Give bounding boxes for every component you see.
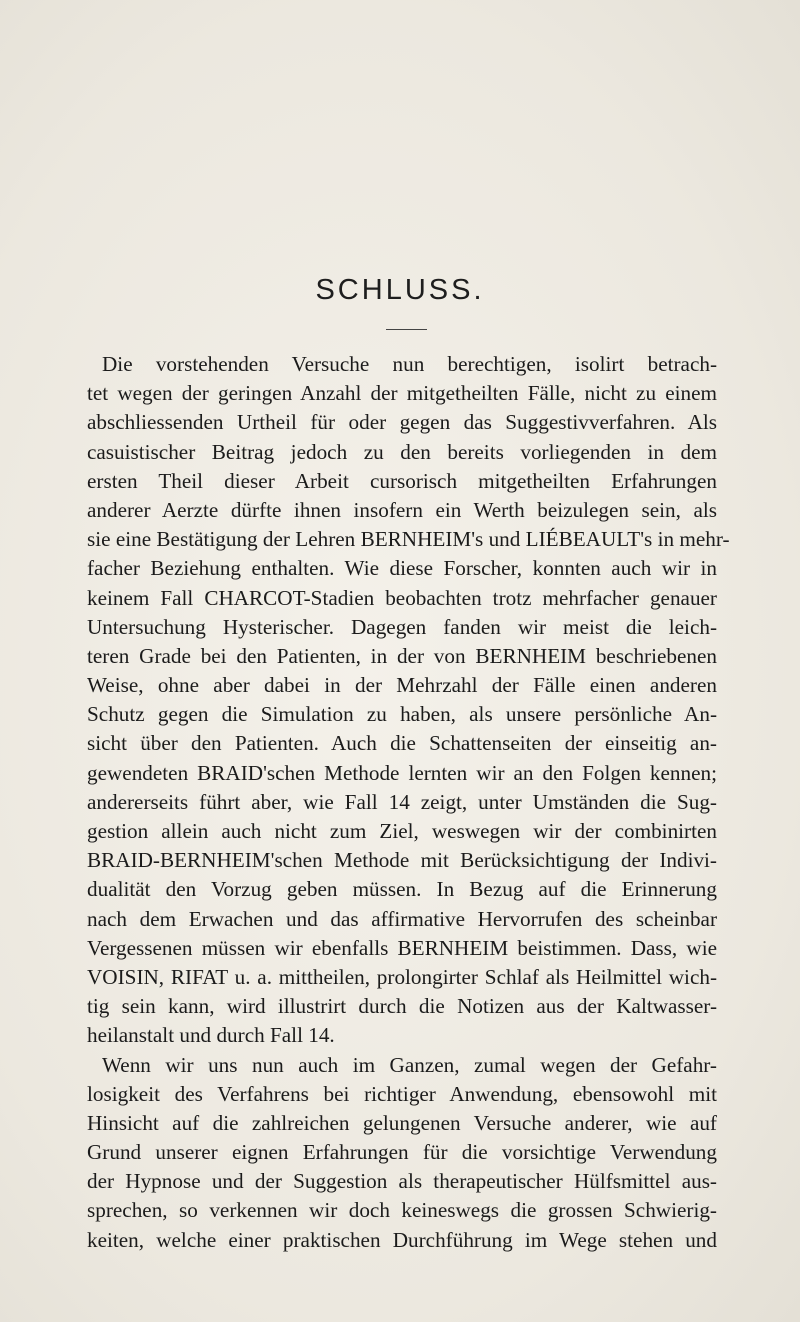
text-line: dualität den Vorzug geben müssen. In Bezug auf die Erinnerung xyxy=(87,877,717,902)
text-line: keinem Fall CHARCOT-Stadien beobachten trotz mehrfacher genauer xyxy=(87,585,717,610)
text-line: andererseits führt aber, wie Fall 14 zeigt, unter Umständen die Sug- xyxy=(87,789,717,814)
text-line: Untersuchung Hysterischer. Dagegen fanden wir meist die leich- xyxy=(87,614,717,639)
chapter-body-text xyxy=(87,350,730,1255)
text-line: tet wegen der geringen Anzahl der mitgetheilten Fälle, nicht zu einem xyxy=(87,381,717,406)
text-line: Grund unserer eignen Erfahrungen für die vorsichtige Verwendung xyxy=(87,1140,717,1165)
text-line: nach dem Erwachen und das affirmative Hervorrufen des scheinbar xyxy=(87,906,717,931)
text-line: anderer Aerzte dürfte ihnen insofern ein Werth beizulegen sein, als xyxy=(87,497,717,522)
text-line: Schutz gegen die Simulation zu haben, als unsere persönliche An- xyxy=(87,702,717,727)
text-line: facher Beziehung enthalten. Wie diese Forscher, konnten auch wir in xyxy=(87,556,717,581)
text-line: teren Grade bei den Patienten, in der von BERNHEIM beschriebenen xyxy=(87,643,717,668)
text-line: ersten Theil dieser Arbeit cursorisch mitgetheilten Erfahrungen xyxy=(87,468,717,493)
text-line: sprechen, so verkennen wir doch keineswegs die grossen Schwierig- xyxy=(87,1198,717,1223)
text-line: Hinsicht auf die zahlreichen gelungenen Versuche anderer, wie auf xyxy=(87,1110,717,1135)
text-line: sie eine Bestätigung der Lehren BERNHEIM's und LIÉBEAULT's in mehr- xyxy=(87,527,730,552)
heading-rule xyxy=(386,329,427,330)
text-line: Die vorstehenden Versuche nun berechtigen, isolirt betrach- xyxy=(102,352,717,376)
text-line: gewendeten BRAID'schen Methode lernten wir an den Folgen kennen; xyxy=(87,760,717,785)
text-line: keiten, welche einer praktischen Durchführung im Wege stehen und xyxy=(87,1227,717,1252)
text-line: gestion allein auch nicht zum Ziel, weswegen wir der combinirten xyxy=(87,819,717,843)
text-line: heilanstalt und durch Fall 14. xyxy=(87,1023,335,1048)
text-line: BRAID-BERNHEIM'schen Methode mit Berücksichtigung der Indivi- xyxy=(87,848,717,873)
text-line: abschliessenden Urtheil für oder gegen das Suggestivverfahren. Als xyxy=(87,410,717,435)
chapter-heading: SCHLUSS. xyxy=(315,274,485,306)
text-line: Weise, ohne aber dabei in der Mehrzahl der Fälle einen anderen xyxy=(87,673,717,698)
text-line: casuistischer Beitrag jedoch zu den bereits vorliegenden in dem xyxy=(87,439,717,464)
text-line: Vergessenen müssen wir ebenfalls BERNHEIM beistimmen. Dass, wie xyxy=(87,935,717,960)
text-line: VOISIN, RIFAT u. a. mittheilen, prolongirter Schlaf als Heilmittel wich- xyxy=(87,964,717,989)
text-line: losigkeit des Verfahrens bei richtiger Anwendung, ebensowohl mit xyxy=(87,1081,717,1106)
text-line: der Hypnose und der Suggestion als therapeutischer Hülfsmittel aus- xyxy=(87,1169,717,1194)
text-line: tig sein kann, wird illustrirt durch die Notizen aus der Kaltwasser- xyxy=(87,994,717,1019)
text-line: Wenn wir uns nun auch im Ganzen, zumal wegen der Gefahr- xyxy=(102,1052,717,1077)
text-line: sicht über den Patienten. Auch die Schattenseiten der einseitig an- xyxy=(87,731,717,756)
